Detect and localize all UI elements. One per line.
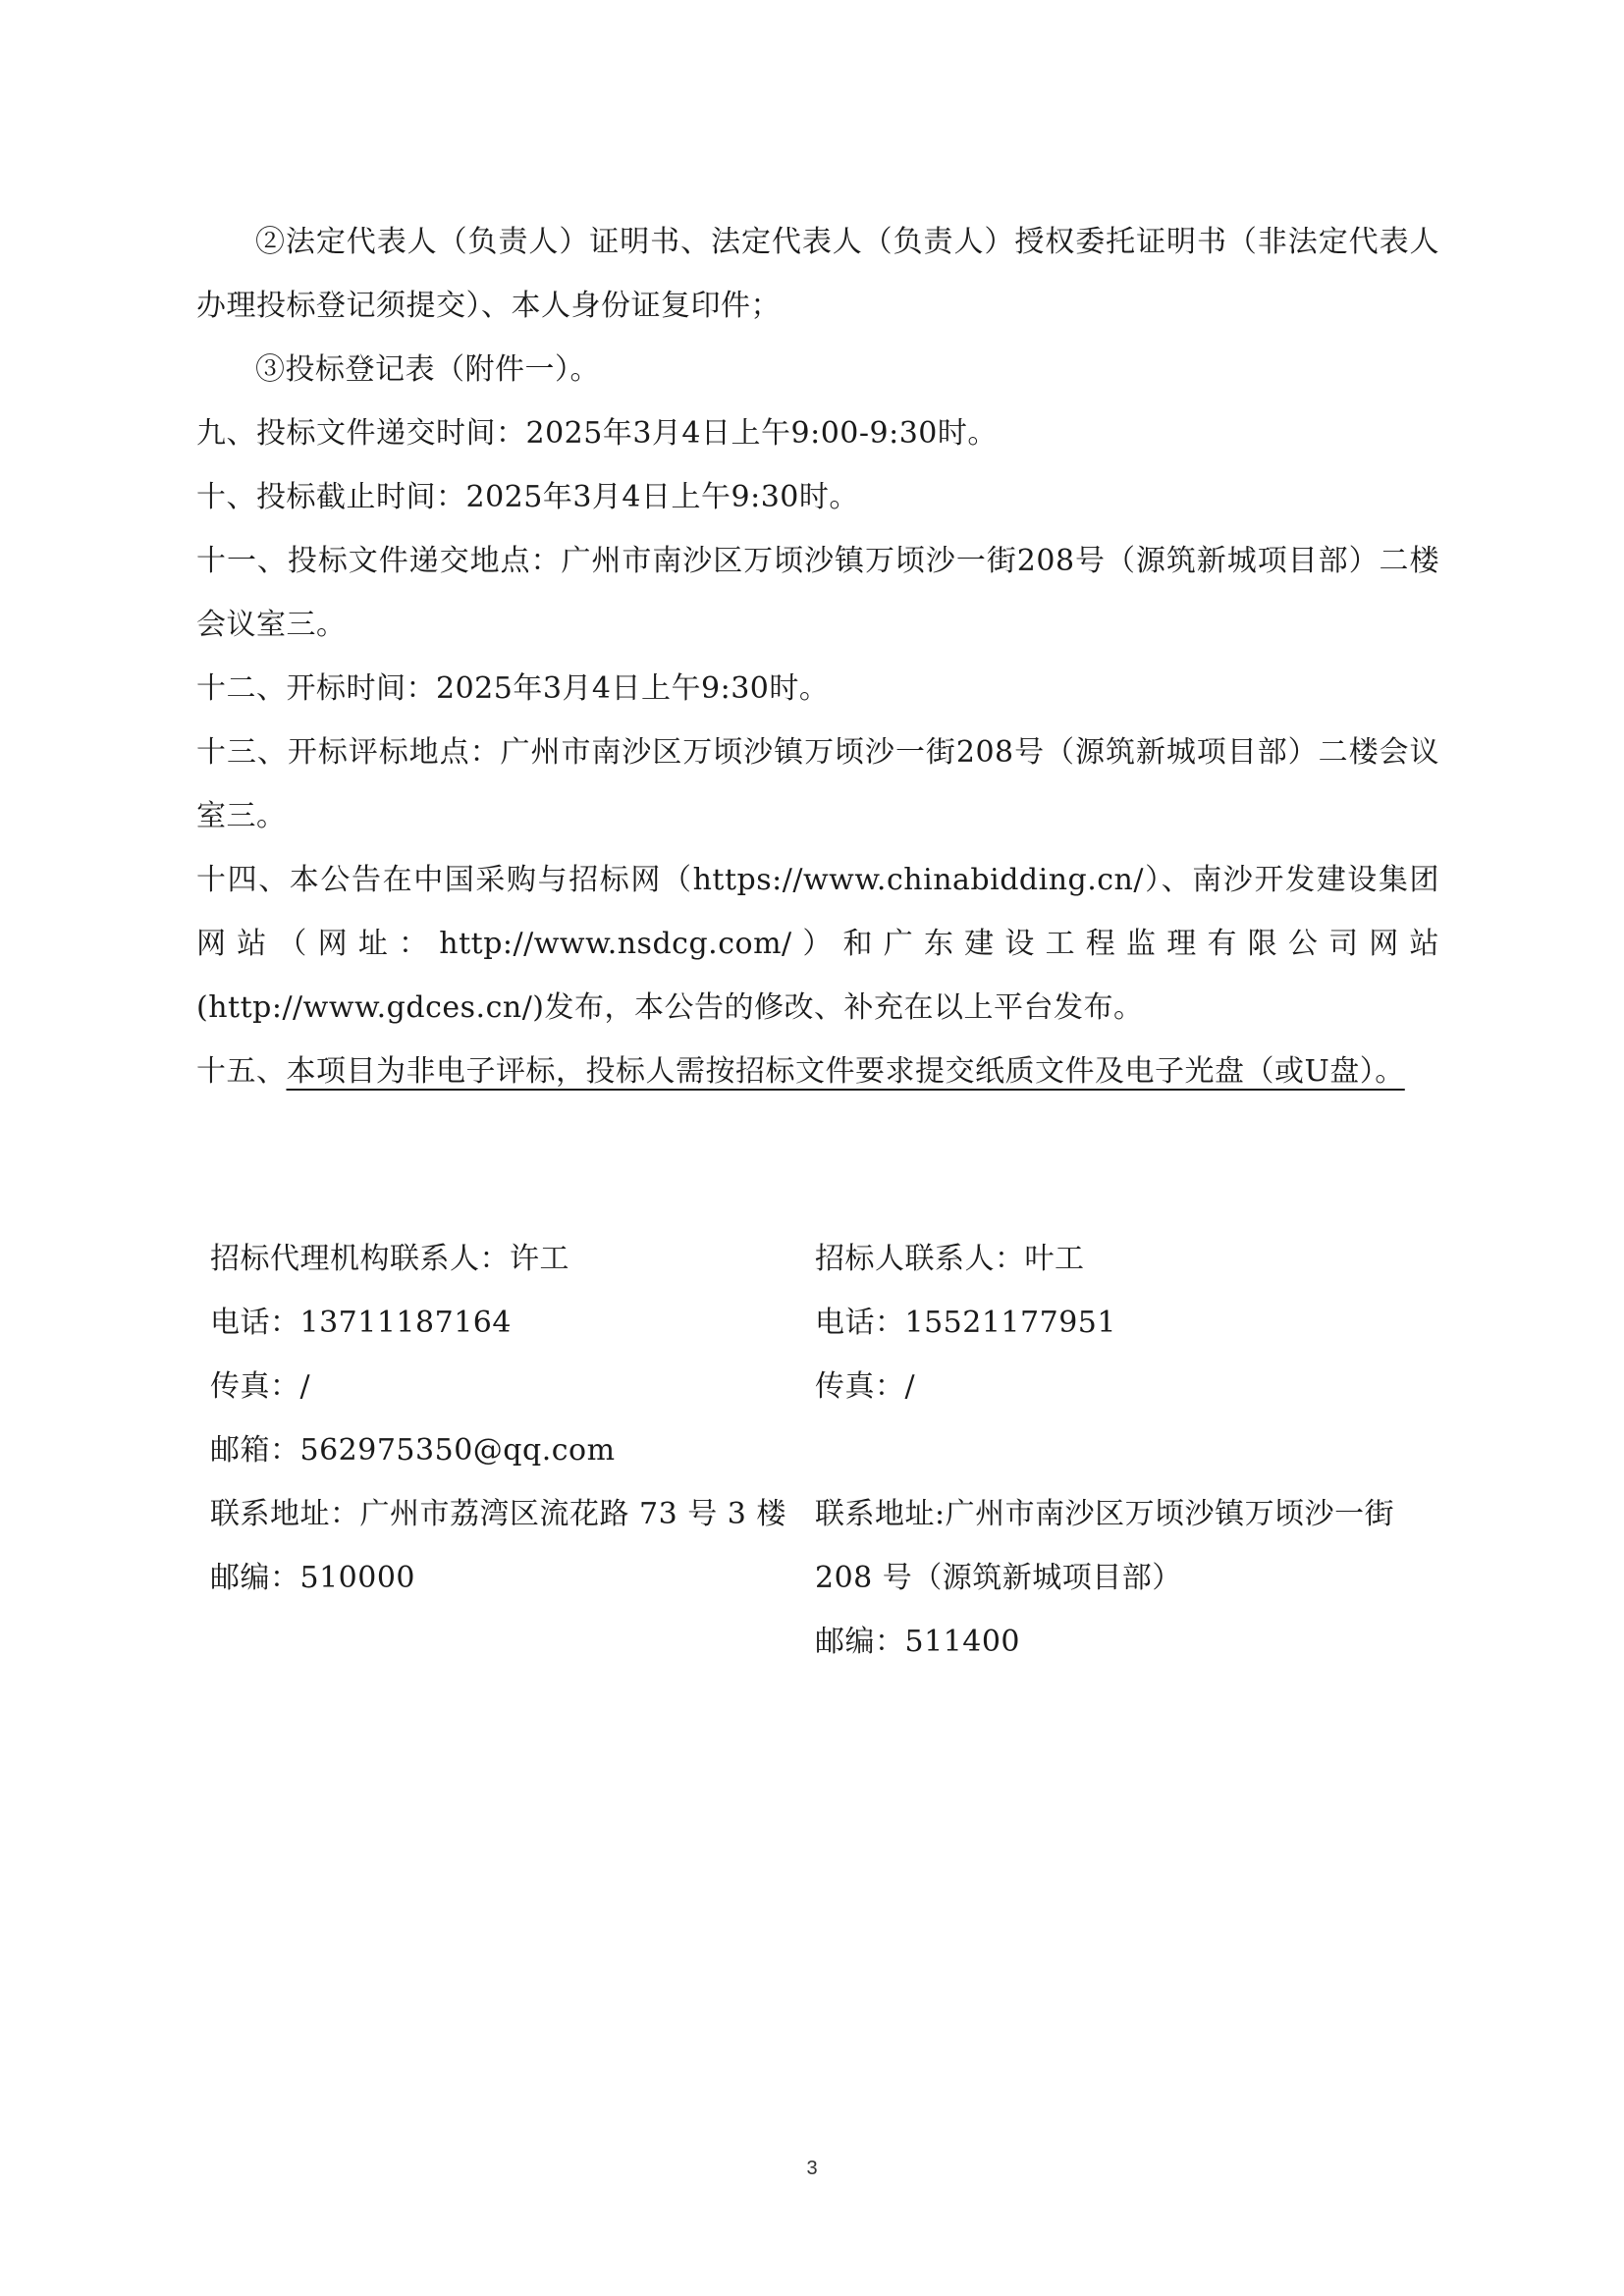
tenderer-contact-person: 招标人联系人：叶工 <box>815 1242 1085 1276</box>
tenderer-email-spacer <box>815 1418 1434 1482</box>
paragraph-item-12-opening-time: 十二、开标时间：2025年3月4日上午9:30时。 <box>196 671 830 706</box>
item-15-prefix: 十五、 <box>196 1054 287 1089</box>
agent-contact-column <box>210 1227 789 1610</box>
agent-fax: 传真：/ <box>210 1369 311 1404</box>
paragraph-registration-form: ③投标登记表（附件一）。 <box>255 352 600 387</box>
agent-email: 邮箱：562975350@qq.com <box>210 1433 616 1468</box>
agent-contact-person: 招标代理机构联系人：许工 <box>210 1242 569 1276</box>
announcement-body <box>196 210 1439 1103</box>
tenderer-fax: 传真：/ <box>815 1369 916 1404</box>
paragraph-item-13-opening-place: 十三、开标评标地点：广州市南沙区万顷沙镇万顷沙一街208号（源筑新城项目部）二楼会议室三。 <box>196 735 1439 833</box>
agent-postcode: 邮编：510000 <box>210 1561 416 1595</box>
paragraph-item-9-submission-time: 九、投标文件递交时间：2025年3月4日上午9:00-9:30时。 <box>196 416 998 451</box>
agent-address: 联系地址：广州市荔湾区流花路 73 号 3 楼 <box>210 1497 786 1531</box>
paragraph-item-15-non-electronic <box>196 1040 1439 1103</box>
paragraph-item-10-deadline: 十、投标截止时间：2025年3月4日上午9:30时。 <box>196 480 859 514</box>
paragraph-item-14-publication: 十四、本公告在中国采购与招标网（https://www.chinabidding.cn/）、南沙开发建设集团网站（网址：http://www.nsdcg.com/）和广东建设工程监理有限公司网站(http://www.gdces.cn/)发布，本公告的修改、补充在以上平台发布。 <box>196 863 1439 1025</box>
tenderer-address: 联系地址:广州市南沙区万顷沙镇万顷沙一街 208 号（源筑新城项目部） <box>815 1497 1395 1595</box>
tenderer-contact-column <box>815 1227 1434 1674</box>
agent-phone: 电话：13711187164 <box>210 1306 512 1340</box>
paragraph-item-11-submission-place: 十一、投标文件递交地点：广州市南沙区万顷沙镇万顷沙一街208号（源筑新城项目部）二楼会议室三。 <box>196 544 1439 642</box>
paragraph-legal-rep-docs: ②法定代表人（负责人）证明书、法定代表人（负责人）授权委托证明书（非法定代表人办理投标登记须提交）、本人身份证复印件； <box>196 225 1439 323</box>
item-15-underlined-text: 本项目为非电子评标，投标人需按招标文件要求提交纸质文件及电子光盘（或U盘）。 <box>286 1054 1405 1089</box>
tenderer-postcode: 邮编：511400 <box>815 1625 1021 1659</box>
tenderer-phone: 电话：15521177951 <box>815 1306 1116 1340</box>
page-number: 3 <box>806 2158 818 2179</box>
